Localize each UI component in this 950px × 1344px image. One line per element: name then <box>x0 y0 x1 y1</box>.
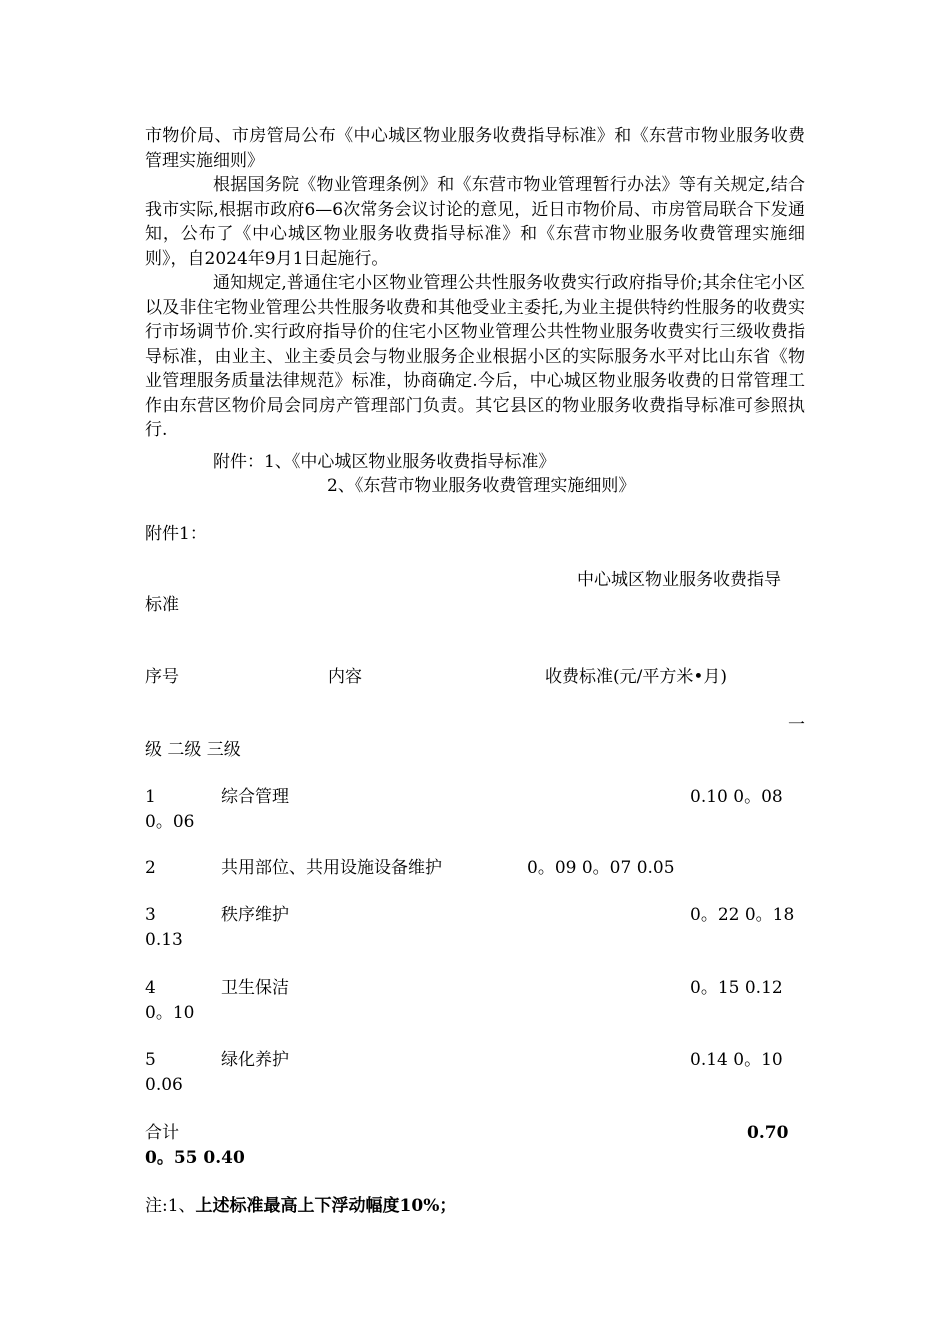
row-1-values: 0.10 0。08 <box>690 787 783 807</box>
header-no: 序号 <box>145 667 179 687</box>
row-3-values-wrap: 0.13 <box>145 930 183 950</box>
row-3-no: 3 <box>145 905 156 925</box>
attachment-line-1: 附件：1、《中心城区物业服务收费指导标准》 <box>213 452 556 472</box>
row-1-values-wrap: 0。06 <box>145 812 195 832</box>
intro-paragraph-2: 通知规定,普通住宅小区物业管理公共性服务收费实行政府指导价;其余住宅小区以及非住宅物业管理公共性服务收费和其他受业主委托,为业主提供特约性服务的收费实行市场调节价.实行政府指导价的住宅小区物业管理公共性物业服务收费实行三级收费指导标准，由业主、业主委员会与物业服务企业根据小区的实际服务水平对比山东省《物业管理服务质量法律规范》标准，协商确定.今后，中心城区物业服务收费的日常管理工作由东营区物价局会同房产管理部门负责。其它县区的物业服务收费指导标准可参照执行. <box>145 273 805 440</box>
row-2-content: 共用部位、共用设施设备维护 <box>221 858 442 878</box>
level-header-part2: 级 二级 三级 <box>145 740 241 760</box>
intro-section <box>145 124 805 443</box>
row-3-content: 秩序维护 <box>221 905 289 925</box>
header-fee: 收费标准(元/平方米•月) <box>545 667 728 687</box>
row-5-values-wrap: 0.06 <box>145 1075 183 1095</box>
note <box>145 1194 456 1218</box>
document-title-line: 市物价局、市房管局公布《中心城区物业服务收费指导标准》和《东营市物业服务收费管理实施细则》 <box>145 126 805 171</box>
row-4-values: 0。15 0.12 <box>690 978 783 998</box>
row-1-content: 综合管理 <box>221 787 289 807</box>
attachment-line-2: 2、《东营市物业服务收费管理实施细则》 <box>327 476 636 496</box>
row-3-values: 0。22 0。18 <box>690 905 795 925</box>
row-5-values: 0.14 0。10 <box>690 1050 783 1070</box>
intro-paragraph-1: 根据国务院《物业管理条例》和《东营市物业管理暂行办法》等有关规定,结合我市实际,根据市政府6—6次常务会议讨论的意见，近日市物价局、市房管局联合下发通知，公布了《中心城区物业服务收费指导标准》和《东营市物业服务收费管理实施细则》，自2024年9月1日起施行。 <box>145 175 805 269</box>
row-4-values-wrap: 0。10 <box>145 1003 195 1023</box>
row-4-content: 卫生保洁 <box>221 978 289 998</box>
appendix-title-part2: 标准 <box>145 595 179 615</box>
row-5-content: 绿化养护 <box>221 1050 289 1070</box>
row-2-values: 0。09 0。07 0.05 <box>527 858 675 878</box>
note-text: 上述标准最高上下浮动幅度10%； <box>195 1196 457 1216</box>
total-values-wrap: 0。55 0.40 <box>145 1148 245 1168</box>
level-header-part1: 一 <box>788 715 805 735</box>
appendix-label: 附件1： <box>145 524 207 544</box>
row-1-no: 1 <box>145 787 156 807</box>
row-2-no: 2 <box>145 858 156 878</box>
total-values: 0.70 <box>747 1123 789 1143</box>
note-prefix: 注:1、 <box>145 1196 196 1216</box>
row-4-no: 4 <box>145 978 156 998</box>
total-label: 合计 <box>145 1123 179 1143</box>
row-5-no: 5 <box>145 1050 156 1070</box>
header-content: 内容 <box>328 667 362 687</box>
appendix-title-part1: 中心城区物业服务收费指导 <box>577 570 781 590</box>
